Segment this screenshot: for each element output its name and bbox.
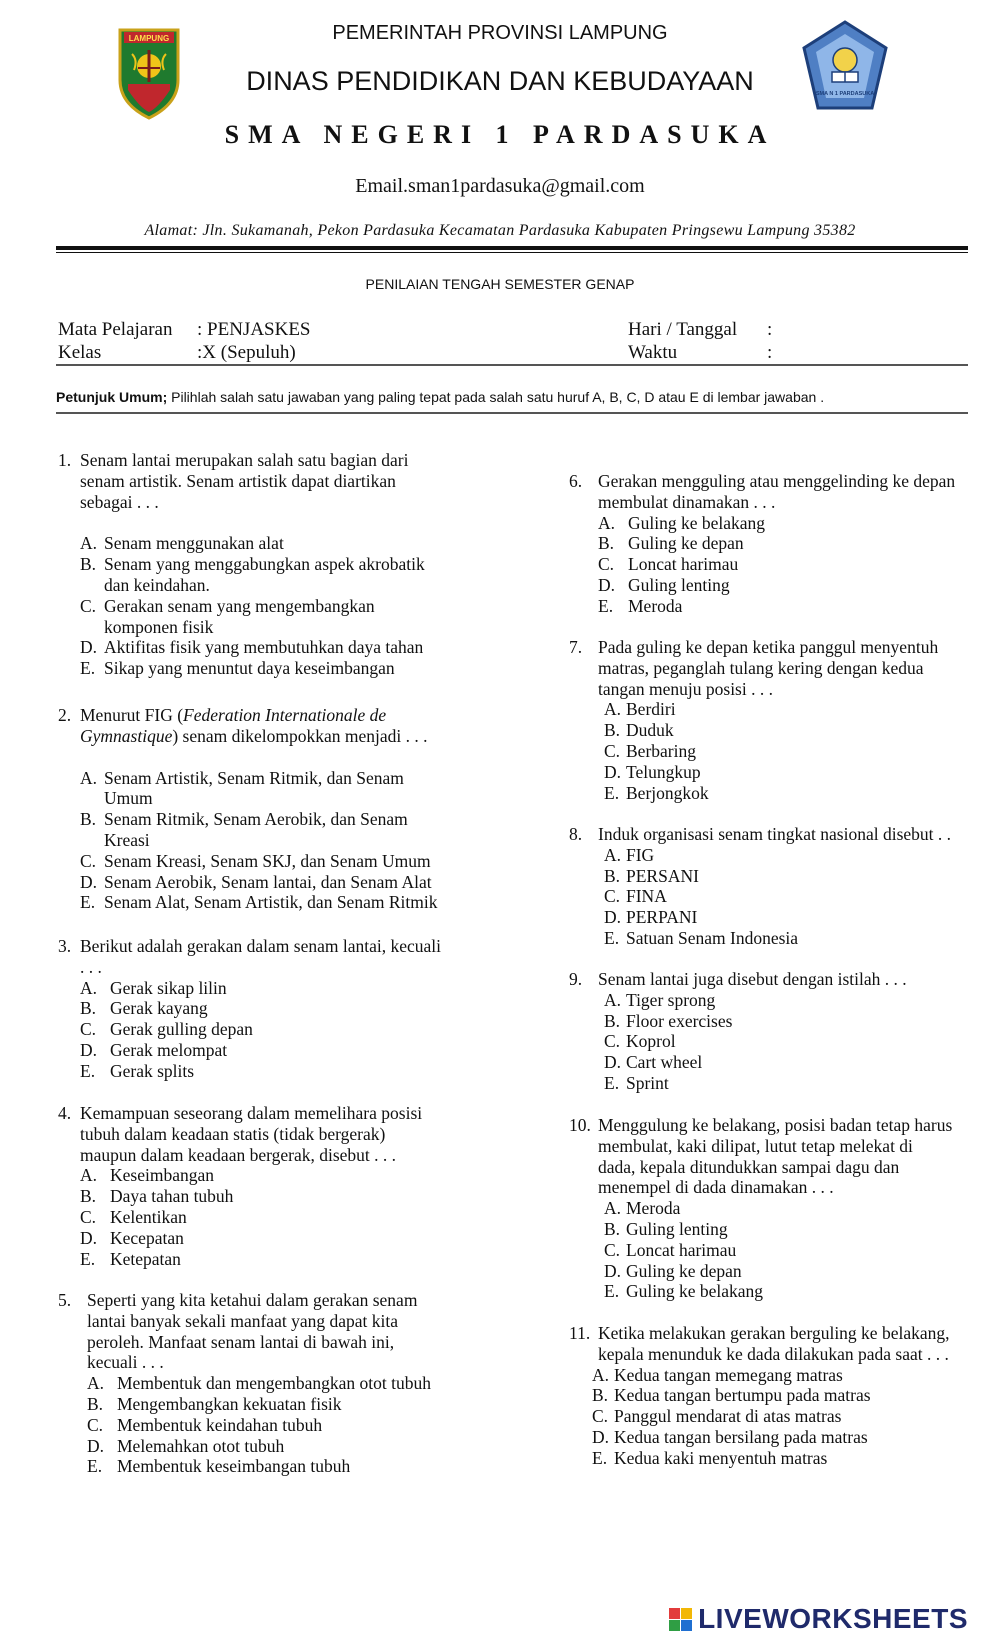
option-b[interactable]: B. Guling ke depan bbox=[598, 533, 744, 554]
option-b[interactable]: B. Gerak kayang bbox=[80, 998, 208, 1019]
option-a[interactable]: A. Senam menggunakan alat bbox=[80, 533, 284, 554]
day-value: : bbox=[767, 319, 773, 340]
option-e[interactable]: E. Gerak splits bbox=[80, 1060, 195, 1081]
option-e[interactable]: E. Sikap yang menuntut daya keseimbangan bbox=[80, 658, 395, 679]
option-b[interactable]: B. Mengembangkan kekuatan fisik bbox=[87, 1393, 342, 1414]
option-c[interactable]: C. FINA bbox=[604, 886, 667, 907]
question-text: menempel di dada dinamakan . . . bbox=[598, 1177, 834, 1198]
question-number: 7. bbox=[569, 637, 583, 657]
exam-title: PENILAIAN TENGAH SEMESTER GENAP bbox=[365, 276, 635, 292]
option-c[interactable]: C. Loncat harimau bbox=[604, 1239, 737, 1260]
question-text: Berikut adalah gerakan dalam senam lantai, kecuali bbox=[80, 936, 442, 956]
option-d[interactable]: D. Kecepatan bbox=[80, 1227, 184, 1248]
option-b-continued: Kreasi bbox=[104, 829, 150, 850]
liveworksheets-watermark[interactable] bbox=[669, 1603, 968, 1635]
question-text: Menggulung ke belakang, posisi badan tetap harus bbox=[598, 1115, 953, 1135]
department-heading: DINAS PENDIDIKAN DAN KEBUDAYAAN bbox=[246, 66, 754, 96]
option-e[interactable]: E. Kedua kaki menyentuh matras bbox=[592, 1447, 828, 1468]
watermark-text: LIVEWORKSHEETS bbox=[698, 1603, 968, 1634]
question-text: Kemampuan seseorang dalam memelihara posisi bbox=[80, 1103, 423, 1123]
question-text: Ketika melakukan gerakan berguling ke belakang, bbox=[598, 1323, 950, 1343]
header-rule-thin bbox=[56, 252, 968, 253]
logo-text: SMA N 1 PARDASUKA bbox=[815, 91, 875, 97]
question-text: peroleh. Manfaat senam lantai di bawah ini, bbox=[87, 1331, 395, 1352]
option-c[interactable]: C. Membentuk keindahan tubuh bbox=[87, 1414, 323, 1435]
option-c[interactable]: C. Panggul mendarat di atas matras bbox=[592, 1406, 842, 1427]
option-a[interactable]: A. Guling ke belakang bbox=[598, 512, 766, 533]
question-text: Pada guling ke depan ketika panggul menyentuh bbox=[598, 637, 939, 657]
option-c[interactable]: C. Gerakan senam yang mengembangkan bbox=[80, 595, 375, 616]
time-value: : bbox=[767, 342, 773, 363]
question-1 bbox=[58, 450, 458, 679]
instruction-label: Petunjuk Umum; bbox=[56, 389, 168, 405]
question-3 bbox=[58, 936, 468, 1082]
question-text: sebagai . . . bbox=[80, 491, 159, 512]
question-text: Senam lantai juga disebut dengan istilah . . . bbox=[598, 969, 907, 989]
option-c[interactable]: C. Loncat harimau bbox=[598, 554, 739, 575]
question-8 bbox=[569, 824, 979, 949]
header-rule-thick bbox=[56, 246, 968, 250]
option-c[interactable]: C. Koprol bbox=[604, 1031, 676, 1052]
question-text: dada, kepala ditundukkan sampai dagu dan bbox=[598, 1156, 900, 1177]
option-d[interactable]: D. Kedua tangan bersilang pada matras bbox=[592, 1426, 868, 1447]
question-text: kecuali . . . bbox=[87, 1352, 164, 1373]
option-e[interactable]: E. Satuan Senam Indonesia bbox=[604, 927, 799, 948]
option-a[interactable]: A. FIG bbox=[604, 844, 655, 865]
option-c[interactable]: C. Senam Kreasi, Senam SKJ, dan Senam Umum bbox=[80, 850, 431, 871]
option-c-continued: komponen fisik bbox=[104, 616, 214, 637]
option-a[interactable]: A. Kedua tangan memegang matras bbox=[592, 1364, 843, 1385]
question-number: 6. bbox=[569, 471, 583, 491]
option-e[interactable]: E. Sprint bbox=[604, 1072, 669, 1093]
question-text: . . . bbox=[80, 956, 102, 977]
question-2 bbox=[58, 705, 468, 913]
option-b-continued: dan keindahan. bbox=[104, 574, 210, 595]
option-d[interactable]: D. Aktifitas fisik yang membutuhkan daya tahan bbox=[80, 637, 424, 658]
question-text: maupun dalam keadaan bergerak, disebut . . . bbox=[80, 1144, 397, 1165]
option-c[interactable]: C. Berbaring bbox=[604, 740, 696, 761]
question-10 bbox=[569, 1115, 979, 1302]
question-text: matras, peganglah tulang kering dengan kedua bbox=[598, 657, 924, 678]
question-text: membulat, kaki dilipat, lutut tetap melekat di bbox=[598, 1135, 913, 1156]
question-text: kepala menunduk ke dada dilakukan pada saat . . . bbox=[598, 1343, 949, 1364]
option-e[interactable]: E. Guling ke belakang bbox=[604, 1281, 764, 1302]
question-number: 5. bbox=[58, 1290, 72, 1310]
class-value: :X (Sepuluh) bbox=[197, 342, 296, 363]
question-4 bbox=[58, 1103, 468, 1269]
question-text: Gerakan mengguling atau menggelinding ke depan bbox=[598, 471, 956, 491]
government-heading: PEMERINTAH PROVINSI LAMPUNG bbox=[332, 22, 668, 44]
option-d[interactable]: D. Guling ke depan bbox=[604, 1260, 742, 1281]
option-e[interactable]: E. Membentuk keseimbangan tubuh bbox=[87, 1456, 351, 1477]
subject-value: : PENJASKES bbox=[197, 319, 311, 340]
logo-text: LAMPUNG bbox=[128, 34, 170, 43]
subject-label: Mata Pelajaran bbox=[58, 319, 173, 340]
question-text: lantai banyak sekali manfaat yang dapat kita bbox=[87, 1310, 398, 1331]
option-d[interactable]: D. Senam Aerobik, Senam lantai, dan Senam Alat bbox=[80, 871, 432, 892]
question-5 bbox=[58, 1290, 478, 1477]
question-11 bbox=[569, 1323, 989, 1469]
option-e[interactable]: E. Meroda bbox=[598, 595, 683, 616]
question-text: membulat dinamakan . . . bbox=[598, 491, 776, 512]
question-number: 3. bbox=[58, 936, 72, 956]
option-d[interactable]: D. Telungkup bbox=[604, 761, 701, 782]
liveworksheets-logo-icon bbox=[669, 1608, 692, 1631]
question-text: senam artistik. Senam artistik dapat diartikan bbox=[80, 470, 396, 491]
question-number: 9. bbox=[569, 969, 583, 989]
option-b[interactable]: B. Senam yang menggabungkan aspek akrobatik bbox=[80, 554, 425, 575]
school-name: SMA NEGERI 1 PARDASUKA bbox=[224, 120, 776, 149]
option-d[interactable]: D. PERPANI bbox=[604, 907, 698, 928]
option-a[interactable]: A. Gerak sikap lilin bbox=[80, 977, 227, 998]
option-e[interactable]: E. Ketepatan bbox=[80, 1248, 181, 1269]
question-number: 11. bbox=[569, 1323, 591, 1343]
option-d[interactable]: D. Gerak melompat bbox=[80, 1039, 228, 1060]
option-c[interactable]: C. Kelentikan bbox=[80, 1206, 187, 1227]
option-a[interactable]: A. Keseimbangan bbox=[80, 1165, 214, 1186]
option-a[interactable]: A. Tiger sprong bbox=[604, 989, 716, 1010]
instruction-rule bbox=[56, 412, 968, 414]
option-b[interactable]: B. Daya tahan tubuh bbox=[80, 1186, 234, 1207]
question-text: Gymnastique) senam dikelompokkan menjadi . . . bbox=[80, 725, 428, 746]
school-address: Alamat: Jln. Sukamanah, Pekon Pardasuka Kecamatan Pardasuka Kabupaten Pringsewu Lampung 35382 bbox=[144, 222, 856, 239]
option-b[interactable]: B. Kedua tangan bertumpu pada matras bbox=[592, 1385, 871, 1406]
option-d[interactable]: D. Cart wheel bbox=[604, 1052, 703, 1073]
option-b[interactable]: B. PERSANI bbox=[604, 865, 699, 886]
question-9 bbox=[569, 969, 979, 1094]
meta-rule bbox=[56, 364, 968, 366]
option-b[interactable]: B. Senam Ritmik, Senam Aerobik, dan Senam bbox=[80, 809, 408, 830]
question-number: 1. bbox=[58, 450, 72, 470]
question-number: 8. bbox=[569, 824, 583, 844]
question-text: tangan menuju posisi . . . bbox=[598, 678, 773, 699]
option-b[interactable]: B. Duduk bbox=[604, 720, 674, 741]
question-number: 10. bbox=[569, 1115, 591, 1135]
day-label: Hari / Tanggal bbox=[628, 319, 738, 340]
question-text: Menurut FIG (Federation Internationale de bbox=[80, 705, 387, 725]
option-d[interactable]: D. Melemahkan otot tubuh bbox=[87, 1435, 285, 1456]
option-d[interactable]: D. Guling lenting bbox=[598, 574, 730, 595]
question-6 bbox=[569, 471, 979, 617]
question-text: Induk organisasi senam tingkat nasional disebut . . bbox=[598, 824, 952, 844]
question-7 bbox=[569, 637, 979, 803]
option-b[interactable]: B. Floor exercises bbox=[604, 1010, 733, 1031]
question-number: 4. bbox=[58, 1103, 72, 1123]
instructions bbox=[56, 389, 968, 405]
instruction-text: Pilihlah salah satu jawaban yang paling tepat pada salah satu huruf A, B, C, D atau E di lembar jawaban . bbox=[167, 389, 825, 405]
option-a[interactable]: A. Meroda bbox=[604, 1198, 681, 1219]
option-e[interactable]: E. Berjongkok bbox=[604, 782, 709, 803]
question-text: tubuh dalam keadaan statis (tidak bergerak) bbox=[80, 1123, 386, 1144]
class-label: Kelas bbox=[58, 342, 102, 363]
question-number: 2. bbox=[58, 705, 72, 725]
question-text: Seperti yang kita ketahui dalam gerakan senam bbox=[87, 1290, 418, 1310]
option-e[interactable]: E. Senam Alat, Senam Artistik, dan Senam Ritmik bbox=[80, 892, 438, 913]
option-b[interactable]: B. Guling lenting bbox=[604, 1218, 728, 1239]
option-a[interactable]: A. Berdiri bbox=[604, 699, 676, 720]
option-a[interactable]: A. Membentuk dan mengembangkan otot tubuh bbox=[87, 1373, 431, 1394]
question-text: Senam lantai merupakan salah satu bagian dari bbox=[80, 450, 409, 470]
school-email: Email.sman1pardasuka@gmail.com bbox=[355, 175, 645, 197]
time-label: Waktu bbox=[628, 342, 678, 363]
option-a-continued: Umum bbox=[104, 788, 153, 809]
option-a[interactable]: A. Senam Artistik, Senam Ritmik, dan Senam bbox=[80, 767, 404, 788]
option-c[interactable]: C. Gerak gulling depan bbox=[80, 1019, 253, 1040]
